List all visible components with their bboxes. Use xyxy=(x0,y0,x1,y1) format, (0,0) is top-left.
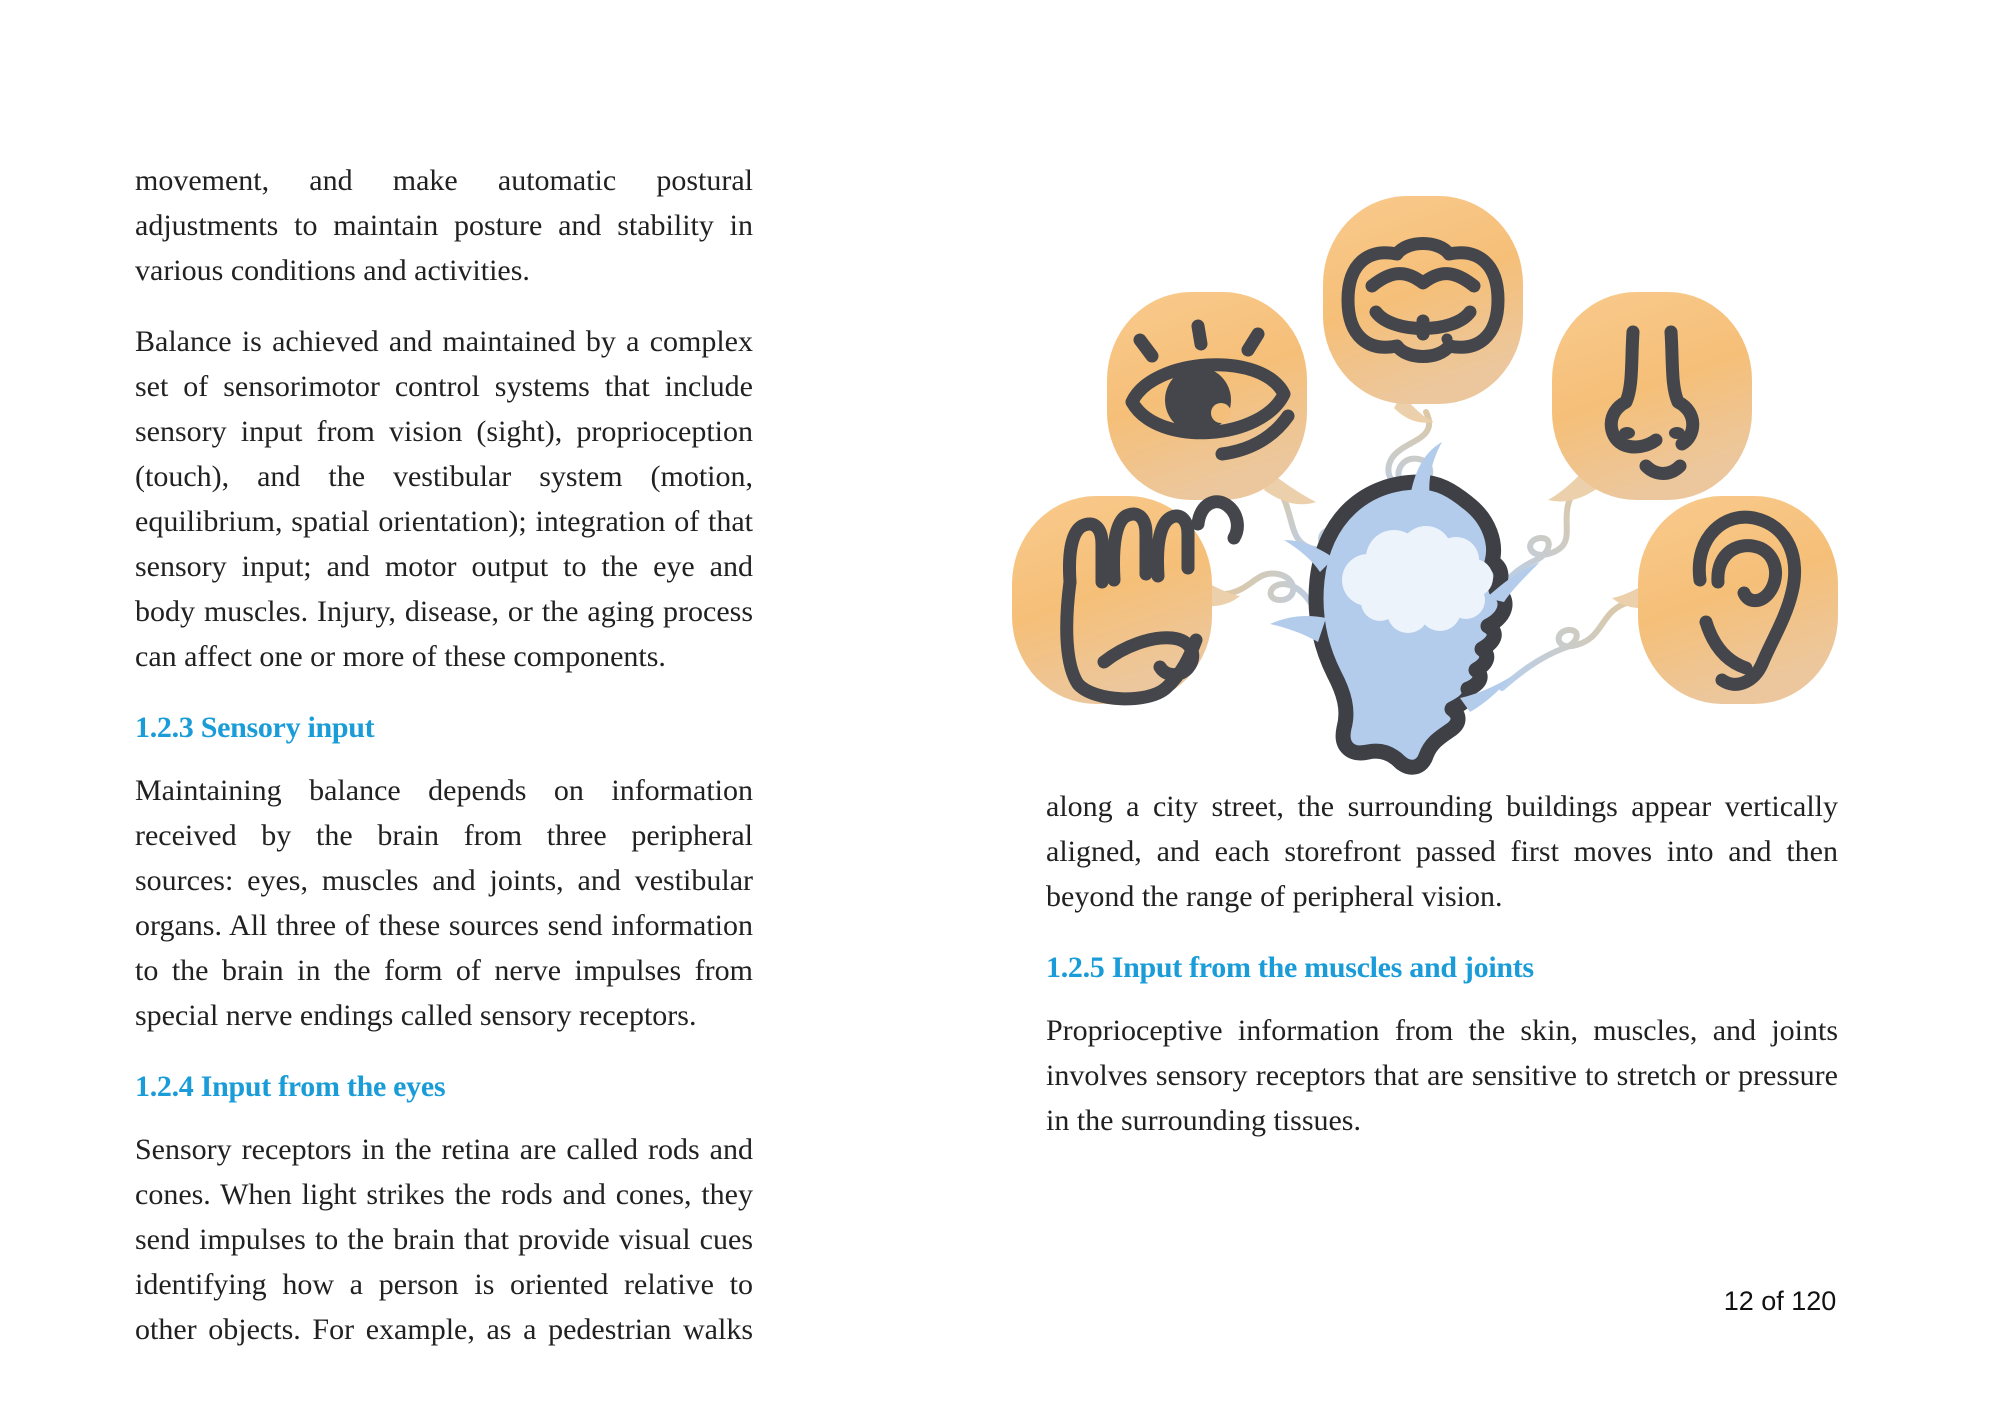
section-heading-123: 1.2.3 Sensory input xyxy=(135,711,375,744)
left-column xyxy=(135,158,753,1378)
paragraph-balance: Balance is achieved and maintained by a complex set of sensorimotor control systems that include sensory input from vision (sight), proprioception (touch), and the vestibular system (motion, equilibrium, spatial orientation); integration of that sensory input; and motor output to the eye and body muscles. Injury, disease, or the aging process can affect one or more of these components. xyxy=(135,325,753,673)
paragraph-sensory-receptors: Sensory receptors in the retina are called rods and cones. When light strikes the rods and cones, they send impulses to the brain that provide visual cues identifying how a person is oriented relative to other objects. For example, as a pedestrian walks xyxy=(135,1133,753,1346)
five-senses-figure xyxy=(1000,150,1840,795)
paragraph-movement: movement, and make automatic postural adjustments to maintain posture and stability in various conditions and activities. xyxy=(135,164,753,287)
right-column xyxy=(1046,784,1838,1169)
paragraph-city-street: along a city street, the surrounding buildings appear vertically aligned, and each storefront passed first moves into and then beyond the range of peripheral vision. xyxy=(1046,790,1838,913)
section-heading-124: 1.2.4 Input from the eyes xyxy=(135,1070,446,1103)
paragraph-maintaining: Maintaining balance depends on information received by the brain from three peripheral sources: eyes, muscles and joints, and vestibular organs. All three of these sources send information to the brain in the form of nerve impulses from special nerve endings called sensory receptors. xyxy=(135,774,753,1032)
five-senses-illustration xyxy=(1000,150,1840,795)
section-heading-125: 1.2.5 Input from the muscles and joints xyxy=(1046,951,1534,984)
hearing-blob xyxy=(1638,496,1838,704)
head-silhouette xyxy=(1270,442,1540,767)
paragraph-proprioceptive: Proprioceptive information from the skin, muscles, and joints involves sensory receptors that are sensitive to stretch or pressure in the surrounding tissues. xyxy=(1046,1014,1838,1137)
page-number: 12 of 120 xyxy=(1723,1286,1837,1316)
